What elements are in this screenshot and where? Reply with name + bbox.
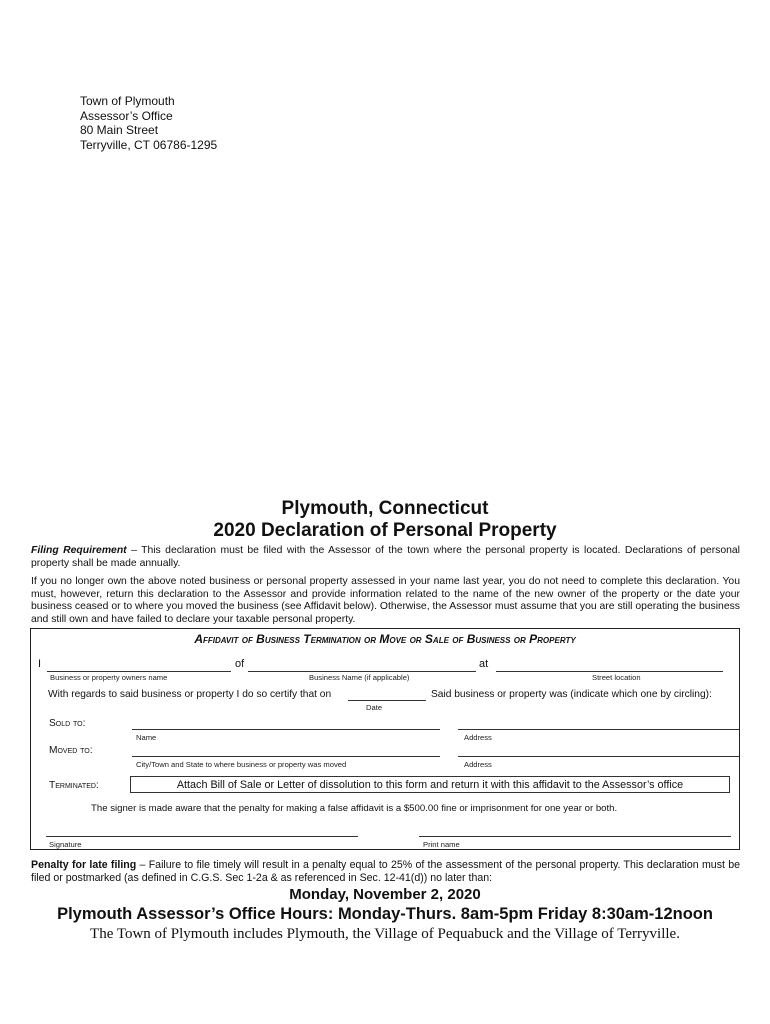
- late-filing-paragraph: [31, 859, 740, 884]
- signature-field[interactable]: [46, 836, 358, 837]
- return-address: [80, 94, 217, 152]
- address-caption-moved: Address: [464, 760, 492, 769]
- street-location-caption: Street location: [592, 673, 641, 682]
- city-state-caption: City/Town and State to where business or property was moved: [136, 760, 347, 769]
- terminated-instruction-box: Attach Bill of Sale or Letter of dissolution to this form and return it with this affidavit to the Assessor’s office: [130, 776, 730, 793]
- owner-name-caption: Business or property owners name: [50, 673, 168, 682]
- no-longer-own-paragraph: If you no longer own the above noted business or personal property assessed in your name last year, you do not need to complete this declaration. You must, however, return this declaration to the Assessor and provide information related to the name of the new owner of the property or the date your business ceased or to where you moved the business (see Affidavit below). Otherwise, the Assessor must assume that you are still operating the business and still own and have failed to declare your taxable personal property.: [31, 576, 740, 625]
- address-line-3: 80 Main Street: [80, 123, 159, 137]
- sold-to-address-field[interactable]: [458, 729, 739, 730]
- filing-requirement-label: Filing Requirement: [31, 545, 127, 556]
- date-field[interactable]: [348, 700, 426, 701]
- date-caption: Date: [366, 703, 383, 712]
- status-instruction: Said business or property was (indicate which one by circling):: [431, 689, 712, 700]
- office-hours: Plymouth Assessor’s Office Hours: Monday-Thurs. 8am-5pm Friday 8:30am-12noon: [57, 905, 713, 923]
- address-line-2: Assessor’s Office: [80, 108, 173, 123]
- sold-to-label[interactable]: Sold to:: [49, 718, 86, 729]
- moved-to-city-field[interactable]: [132, 756, 440, 757]
- affidavit-title: Affidavit of Business Termination or Move or Sale of Business or Property: [194, 632, 576, 646]
- terminated-label[interactable]: Terminated:: [49, 780, 99, 791]
- at-label: at: [479, 658, 489, 670]
- address-caption-sold: Address: [464, 733, 492, 742]
- i-label: I: [38, 658, 42, 670]
- sold-to-name-field[interactable]: [132, 729, 440, 730]
- filing-requirement-paragraph: [31, 545, 740, 570]
- street-location-field[interactable]: [496, 671, 723, 672]
- print-name-field[interactable]: [419, 836, 731, 837]
- filing-requirement-text: – This declaration must be filed with the Assessor of the town where the personal property is located. Declarations of personal property shall be made annually.: [31, 545, 740, 569]
- address-line-1: Town of Plymouth: [80, 94, 175, 108]
- business-name-caption: Business Name (if applicable): [309, 673, 410, 682]
- document-title-declaration: 2020 Declaration of Personal Property: [213, 520, 557, 541]
- late-filing-text: – Failure to file timely will result in a penalty equal to 25% of the assessment of the personal property. This declaration must be filed or postmarked (as defined in C.G.S. Sec 1-2a & as referenced in Sec. 12-41(d)) no later than:: [31, 859, 740, 884]
- of-label: of: [235, 658, 245, 670]
- business-name-field[interactable]: [248, 671, 476, 672]
- address-line-4: Terryville, CT 06786-1295: [80, 137, 218, 152]
- false-affidavit-penalty-note: The signer is made aware that the penalty for making a false affidavit is a $500.00 fine or imprisonment for one year or both.: [91, 803, 618, 814]
- print-name-caption: Print name: [423, 840, 460, 849]
- moved-to-address-field[interactable]: [458, 756, 739, 757]
- certify-text: With regards to said business or property I do so certify that on: [48, 689, 332, 700]
- town-villages-note: The Town of Plymouth includes Plymouth, the Village of Pequabuck and the Village of Terryville.: [90, 926, 680, 942]
- moved-to-label[interactable]: Moved to:: [49, 745, 93, 756]
- name-caption: Name: [136, 733, 157, 742]
- late-filing-label: Penalty for late filing: [31, 859, 137, 871]
- owner-name-field[interactable]: [47, 671, 231, 672]
- filing-deadline: Monday, November 2, 2020: [289, 886, 481, 903]
- document-title-town: Plymouth, Connecticut: [281, 498, 489, 519]
- signature-caption: Signature: [49, 840, 82, 849]
